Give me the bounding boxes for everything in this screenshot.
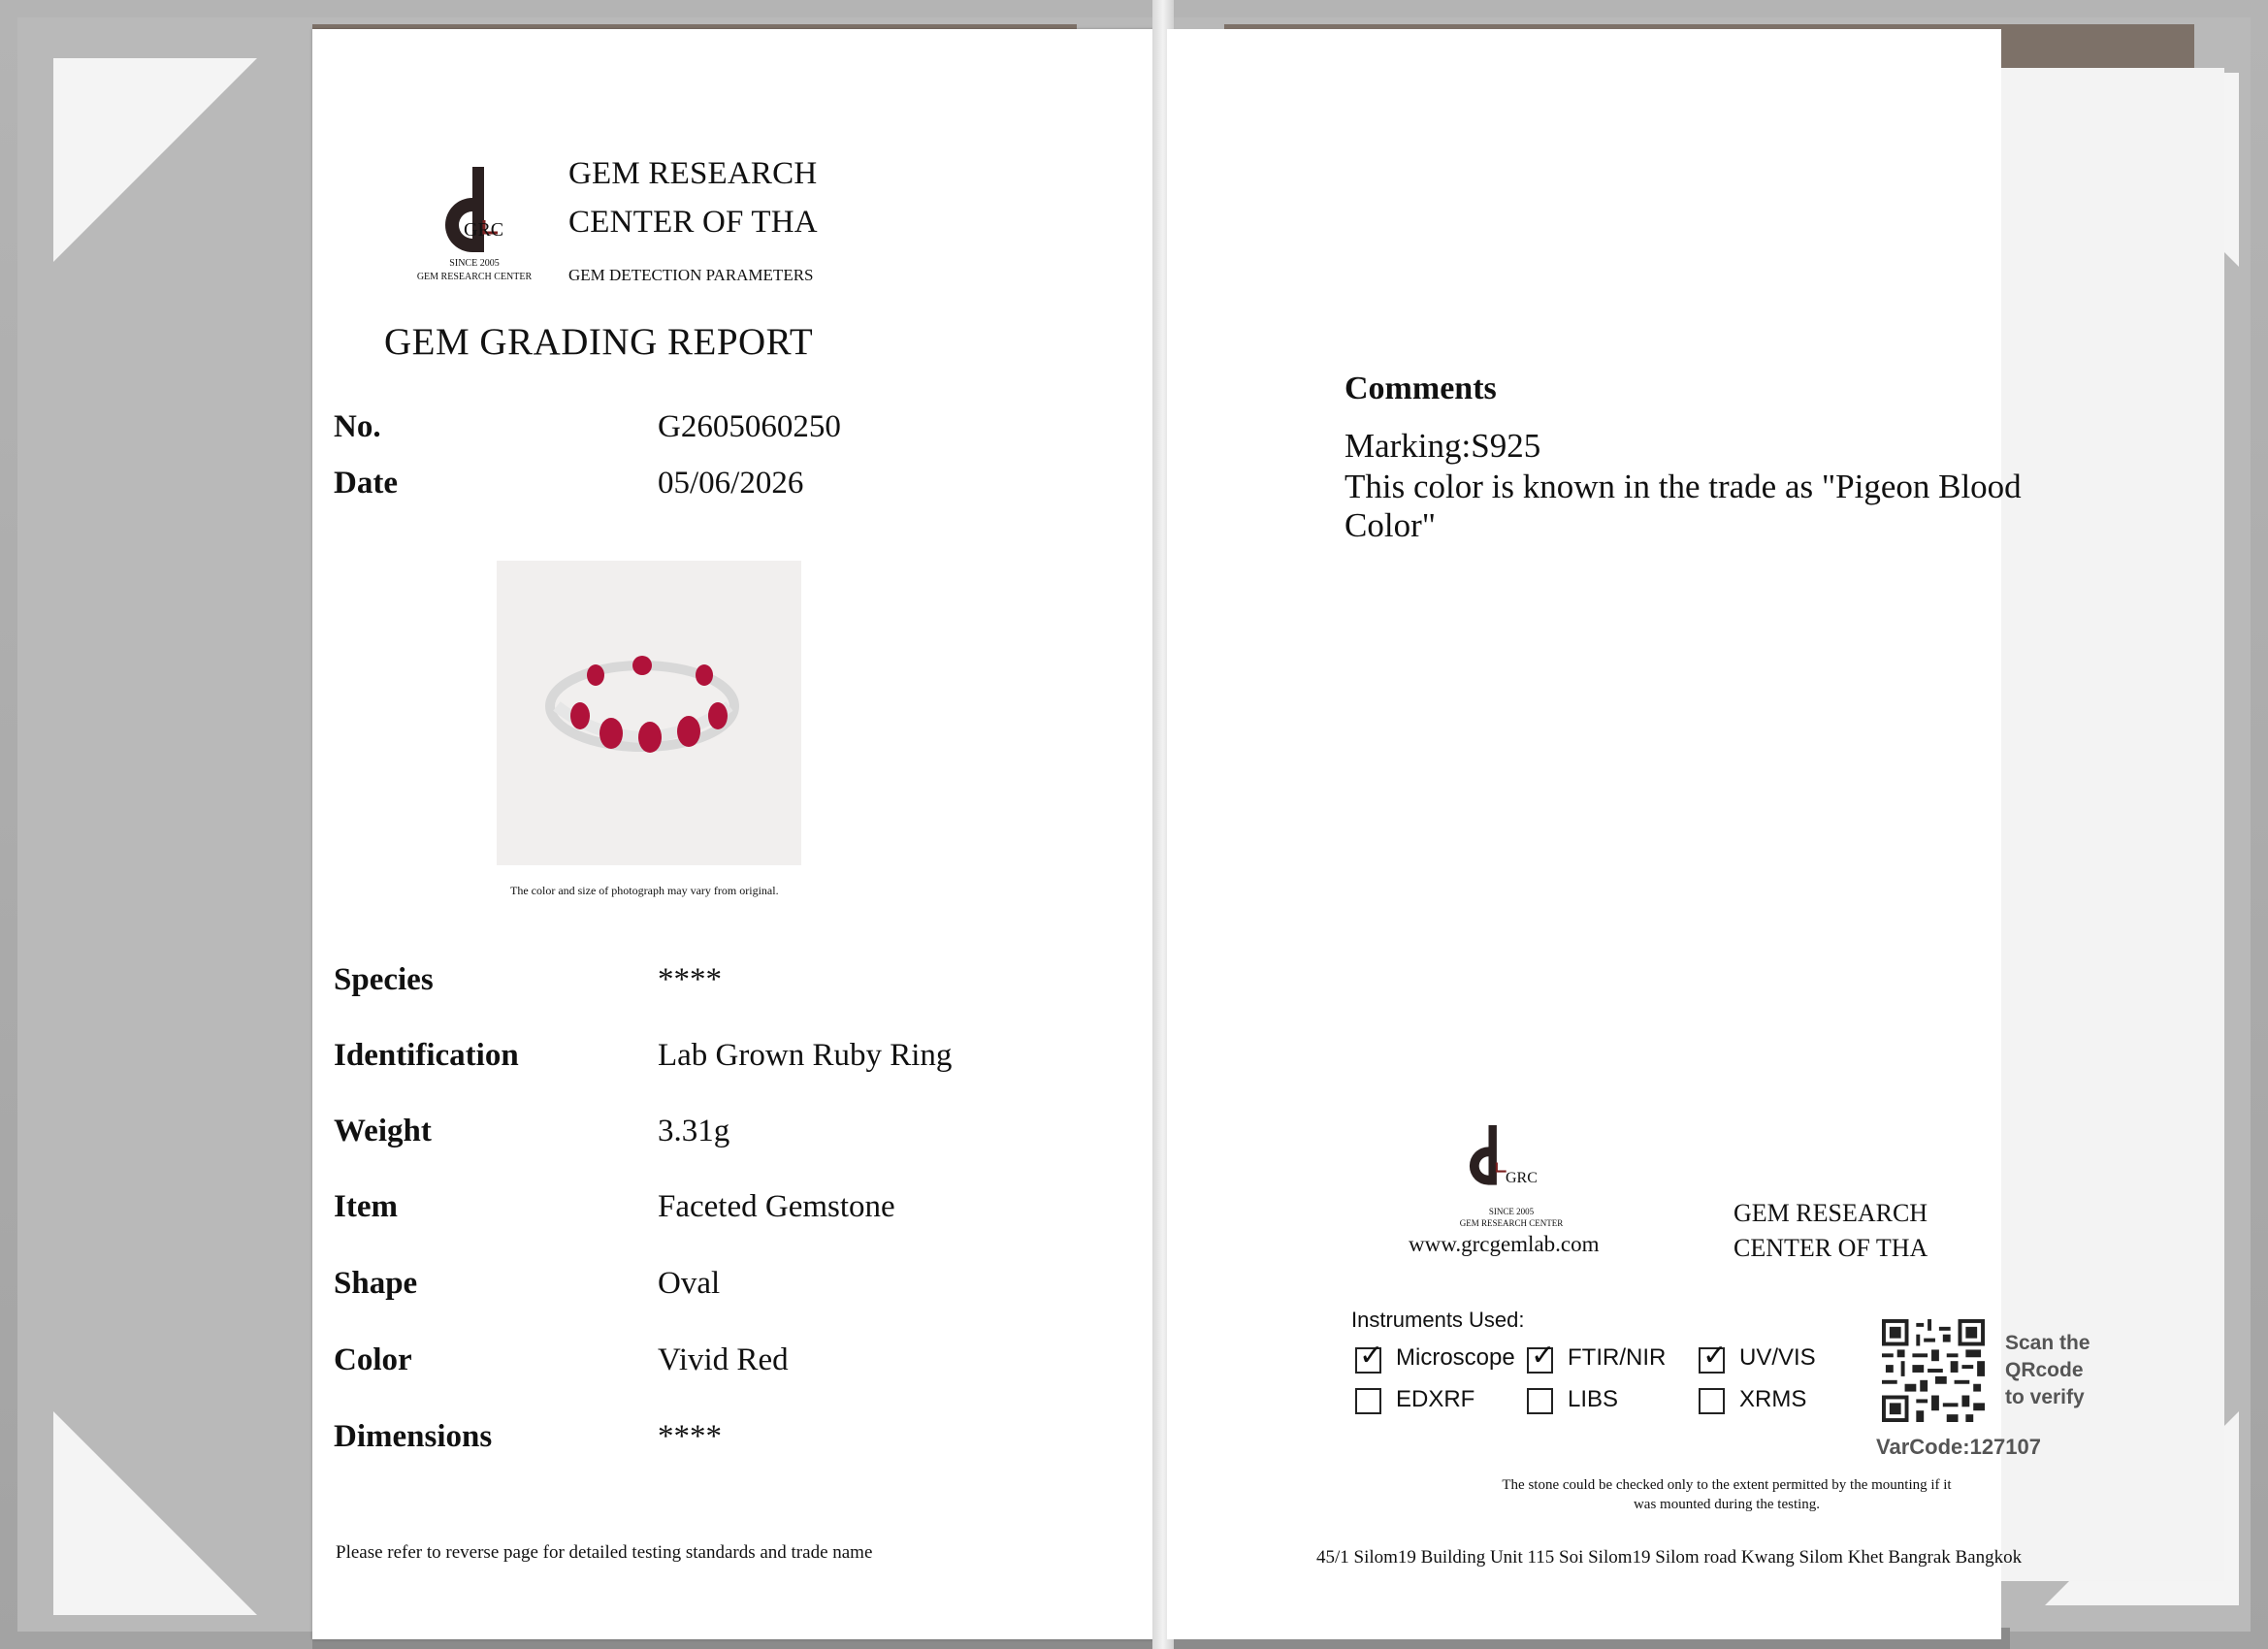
report-date-value: 05/06/2026	[658, 466, 804, 501]
checkbox-xrms[interactable]	[1699, 1388, 1725, 1414]
address: 45/1 Silom19 Building Unit 115 Soi Silom19 Silom road Kwang Silom Khet Bangrak Bangkok	[1316, 1547, 2023, 1568]
instrument-label-edxrf: EDXRF	[1396, 1386, 1475, 1412]
report-title: GEM GRADING REPORT	[384, 321, 814, 363]
corner-tab-top-left	[53, 58, 257, 262]
website-link[interactable]: www.grcgemlab.com	[1409, 1232, 1600, 1256]
footer-logo-caption: GEM RESEARCH CENTER	[1459, 1218, 1564, 1228]
ruby-ring-image	[497, 561, 801, 865]
grc-logo	[434, 167, 521, 264]
footer-logo-letters: GRC	[1506, 1170, 1538, 1186]
logo-caption: GEM RESEARCH CENTER	[416, 272, 533, 282]
checkmark-icon: ✓	[1531, 1340, 1556, 1372]
comments-heading: Comments	[1345, 371, 1497, 406]
corner-tab-bottom-left	[53, 1411, 257, 1615]
footer-org-line2: CENTER OF THA	[1733, 1234, 1928, 1262]
field-label-color: Color	[334, 1342, 412, 1377]
mounting-note-line1: The stone could be checked only to the extent permitted by the mounting if it	[1502, 1477, 1952, 1493]
checkbox-uv-vis[interactable]	[1699, 1340, 1728, 1374]
checkbox-microscope[interactable]	[1355, 1340, 1384, 1374]
report-no-label: No.	[334, 409, 381, 444]
field-value-shape: Oval	[658, 1266, 721, 1301]
org-subtitle: GEM DETECTION PARAMETERS	[568, 266, 814, 284]
field-value-color: Vivid Red	[658, 1342, 789, 1377]
photo-note: The color and size of photograph may vary from original.	[510, 884, 779, 897]
field-label-dimensions: Dimensions	[334, 1419, 493, 1454]
field-label-weight: Weight	[334, 1114, 432, 1148]
instruments-heading: Instruments Used:	[1351, 1308, 1525, 1332]
field-label-item: Item	[334, 1189, 398, 1224]
instrument-label-xrms: XRMS	[1739, 1386, 1807, 1412]
comments-color-note: This color is known in the trade as "Pigeon Blood Color"	[1345, 468, 2022, 544]
report-date-label: Date	[334, 466, 398, 501]
mounting-note-line2: was mounted during the testing.	[1633, 1497, 1821, 1512]
field-value-item: Faceted Gemstone	[658, 1189, 895, 1224]
instrument-label-uv-vis: UV/VIS	[1739, 1344, 1816, 1371]
checkbox-ftir-nir[interactable]	[1527, 1340, 1556, 1374]
checkbox-libs[interactable]	[1527, 1388, 1553, 1414]
footer-logo-since: SINCE 2005	[1488, 1207, 1535, 1216]
qr-code-icon	[1881, 1319, 1986, 1422]
grc-logo-icon	[434, 167, 521, 264]
report-no-value: G2605060250	[658, 409, 841, 444]
field-label-shape: Shape	[334, 1266, 418, 1301]
instrument-label-libs: LIBS	[1568, 1386, 1619, 1412]
logo-letters: GRC	[464, 219, 504, 241]
gem-photo	[497, 561, 801, 865]
varcode: VarCode:127107	[1876, 1435, 2041, 1459]
instrument-label-microscope: Microscope	[1396, 1344, 1515, 1371]
qr-code[interactable]	[1881, 1319, 1986, 1422]
scan-text-line3: to verify	[2005, 1386, 2085, 1408]
comments-marking: Marking:S925	[1345, 427, 1541, 465]
field-value-species: ****	[658, 962, 722, 997]
checkbox-edxrf[interactable]	[1355, 1388, 1381, 1414]
org-name-line1: GEM RESEARCH	[568, 156, 818, 191]
field-label-identification: Identification	[334, 1038, 519, 1073]
checkmark-icon: ✓	[1702, 1340, 1728, 1372]
scan-text-line1: Scan the	[2005, 1332, 2090, 1354]
field-value-identification: Lab Grown Ruby Ring	[658, 1038, 953, 1073]
field-value-dimensions: ****	[658, 1419, 722, 1454]
instrument-label-ftir-nir: FTIR/NIR	[1568, 1344, 1667, 1371]
scan-text-line2: QRcode	[2005, 1359, 2084, 1381]
checkmark-icon: ✓	[1359, 1340, 1384, 1372]
org-name-line2: CENTER OF THA	[568, 205, 818, 240]
reverse-page-note: Please refer to reverse page for detailed testing standards and trade name	[336, 1542, 873, 1563]
logo-since: SINCE 2005	[449, 258, 500, 269]
footer-org-line1: GEM RESEARCH	[1733, 1199, 1928, 1227]
field-value-weight: 3.31g	[658, 1114, 730, 1148]
field-label-species: Species	[334, 962, 434, 997]
